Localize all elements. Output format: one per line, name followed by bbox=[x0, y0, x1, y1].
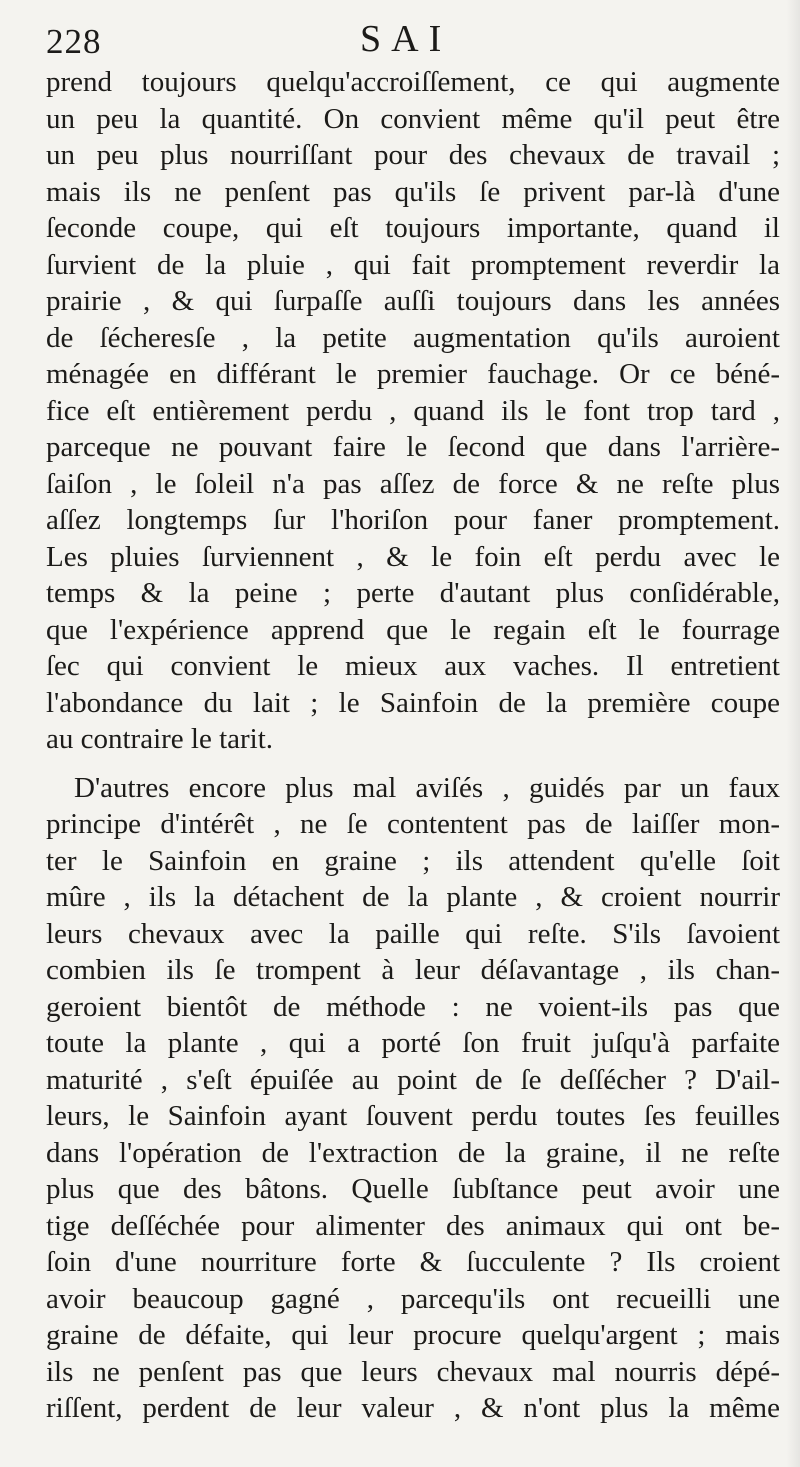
text-line: temps & la peine ; perte d'autant plus conſidérable, bbox=[46, 577, 780, 609]
text-line: ſoin d'une nourriture forte & ſucculente ? Ils croient bbox=[46, 1246, 780, 1278]
text-line: fice eſt entièrement perdu , quand ils le font trop tard , bbox=[46, 394, 780, 427]
text-line: toute la plante , qui a porté ſon fruit juſqu'à parfaite bbox=[46, 1027, 780, 1059]
text-line: prairie , & qui ſurpaſſe auſſi toujours dans les années bbox=[46, 285, 780, 317]
text-line: mûre , ils la détachent de la plante , & croient nourrir bbox=[46, 881, 780, 913]
text-line: ſeconde coupe, qui eſt toujours importante, quand il bbox=[46, 212, 780, 244]
text-line: de ſécheresſe , la petite augmentation qu'ils auroient bbox=[46, 321, 780, 354]
text-line: ménagée en différant le premier fauchage. Or ce béné- bbox=[46, 358, 780, 390]
text-line: dans l'opération de l'extraction de la graine, il ne reſte bbox=[46, 1136, 780, 1169]
text-line: leurs chevaux avec la paille qui reſte. S'ils ſavoient bbox=[46, 917, 780, 950]
text-line: prend toujours quelqu'accroiſſement, ce qui augmente bbox=[46, 66, 780, 98]
text-line: au contraire le tarit. bbox=[46, 723, 274, 755]
text-line: ſurvient de la pluie , qui fait promptement reverdir la bbox=[46, 248, 780, 281]
text-line: leurs, le Sainfoin ayant ſouvent perdu toutes ſes feuilles bbox=[46, 1100, 780, 1132]
text-line: mais ils ne penſent pas qu'ils ſe privent par-là d'une bbox=[46, 175, 780, 208]
page-number: 228 bbox=[46, 22, 102, 61]
text-line: graine de défaite, qui leur procure quelqu'argent ; mais bbox=[46, 1319, 780, 1351]
text-line: ſaiſon , le ſoleil n'a pas aſſez de force & ne reſte plus bbox=[46, 467, 780, 500]
text-line: ter le Sainfoin en graine ; ils attendent qu'elle ſoit bbox=[46, 844, 780, 877]
running-head: SAI bbox=[360, 18, 452, 60]
body-text bbox=[46, 64, 780, 1427]
paragraph-gap bbox=[46, 758, 780, 770]
text-line: riſſent, perdent de leur valeur , & n'ont plus la même bbox=[46, 1392, 780, 1424]
paragraph-1 bbox=[46, 64, 780, 758]
text-line: un peu la quantité. On convient même qu'il peut être bbox=[46, 102, 780, 135]
text-line: avoir beaucoup gagné , parcequ'ils ont recueilli une bbox=[46, 1282, 780, 1315]
text-line: Les pluies ſurviennent , & le foin eſt perdu avec le bbox=[46, 540, 780, 573]
text-line: ils ne penſent pas que leurs chevaux mal nourris dépé- bbox=[46, 1355, 780, 1388]
text-line: tige deſſéchée pour alimenter des animaux qui ont be- bbox=[46, 1209, 780, 1242]
text-line: l'abondance du lait ; le Sainfoin de la première coupe bbox=[46, 686, 780, 719]
text-line: plus que des bâtons. Quelle ſubſtance peut avoir une bbox=[46, 1173, 780, 1205]
text-line: parceque ne pouvant faire le ſecond que dans l'arrière- bbox=[46, 431, 780, 463]
text-line: que l'expérience apprend que le regain eſt le fourrage bbox=[46, 613, 780, 646]
paragraph-2 bbox=[46, 770, 780, 1427]
text-line: maturité , s'eſt épuiſée au point de ſe deſſécher ? D'ail- bbox=[46, 1063, 780, 1096]
text-line: geroient bientôt de méthode : ne voient-ils pas que bbox=[46, 990, 780, 1023]
text-line: combien ils ſe trompent à leur déſavantage , ils chan- bbox=[46, 954, 780, 986]
text-line: ſec qui convient le mieux aux vaches. Il entretient bbox=[46, 650, 780, 682]
text-line: principe d'intérêt , ne ſe contentent pas de laiſſer mon- bbox=[46, 808, 780, 840]
text-line: aſſez longtemps ſur l'horiſon pour faner promptement. bbox=[46, 504, 780, 536]
text-line: un peu plus nourriſſant pour des chevaux de travail ; bbox=[46, 139, 780, 171]
page-edge-shadow bbox=[786, 0, 800, 1467]
text-line: D'autres encore plus mal aviſés , guidés par un faux bbox=[74, 771, 780, 804]
